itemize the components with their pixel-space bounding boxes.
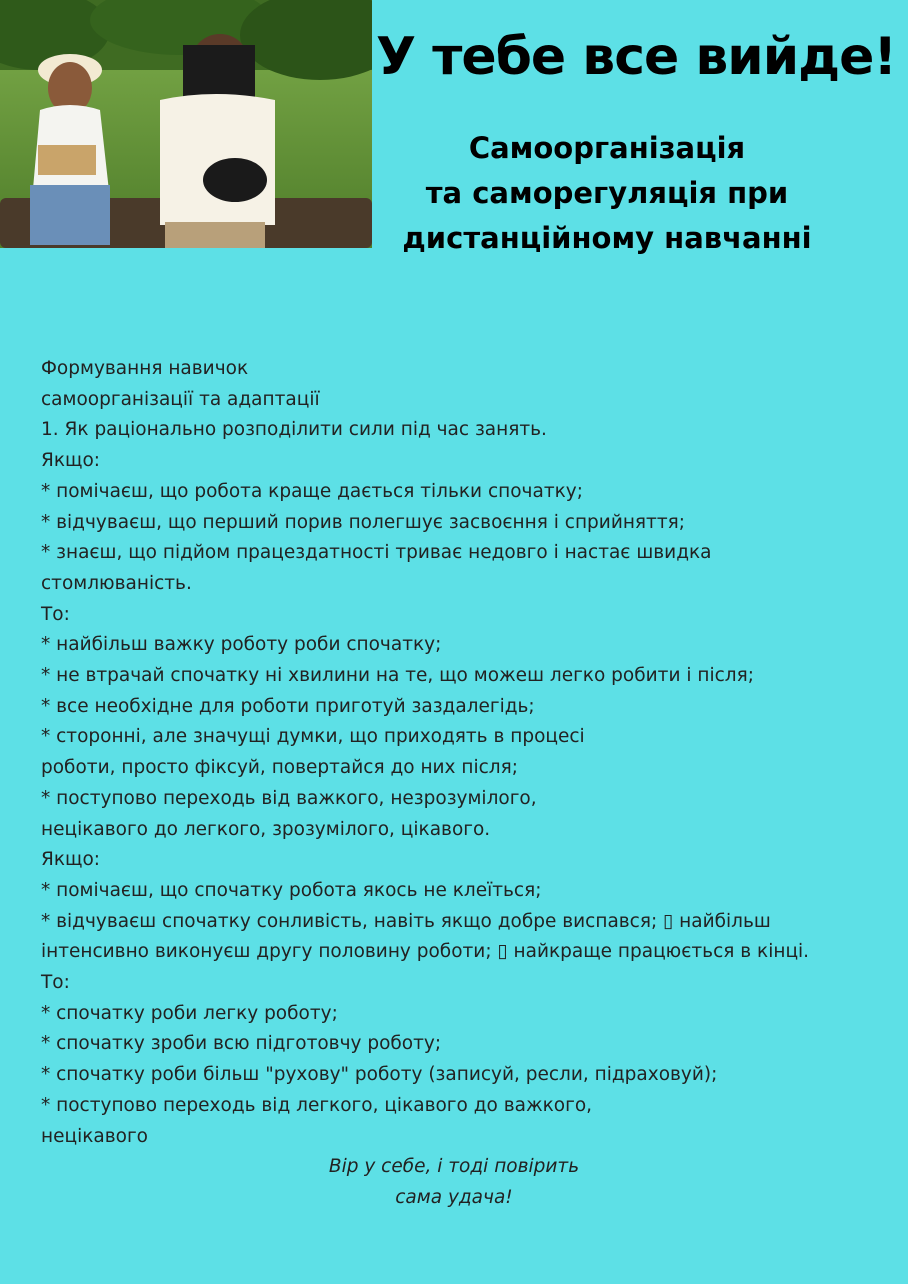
text-line: Формування навичок: [41, 358, 249, 379]
text-line: нецікавого: [41, 1125, 148, 1147]
text-line: 1. Як раціонально розподілити сили під час занять.: [41, 419, 547, 441]
text-line: То:: [41, 603, 70, 625]
text-line: * відчуваєш спочатку сонливість, навіть якщо добре виспався; ▯ найбільш: [41, 910, 771, 932]
text-line: стомлюваність.: [41, 572, 192, 594]
students-reading-photo: [0, 0, 372, 248]
closing-quote: [218, 1152, 690, 1213]
body-text: [41, 354, 871, 1152]
header-photo: [0, 0, 372, 248]
text-line: * сторонні, але значущі думки, що приходять в процесі: [41, 726, 585, 748]
text-line: * помічаєш, що спочатку робота якось не клеїться;: [41, 879, 542, 901]
text-line: Якщо:: [41, 849, 101, 871]
text-line: То:: [41, 972, 70, 994]
page-subtitle: [374, 126, 840, 261]
text-line: * помічаєш, що робота краще дається тільки спочатку;: [41, 480, 583, 502]
text-line: * не втрачай спочатку ні хвилини на те, що можеш легко робити і після;: [41, 665, 754, 687]
text-line: * відчуваєш, що перший порив полегшує засвоєння і сприйняття;: [41, 511, 685, 533]
subtitle-line: дистанційному навчанні: [402, 221, 812, 255]
text-line: * поступово переходь від легкого, цікавого до важкого,: [41, 1094, 593, 1116]
closing-line: Вір у себе, і тоді повірить: [328, 1156, 580, 1177]
text-line: нецікавого до легкого, зрозумілого, цікавого.: [41, 818, 491, 840]
text-line: Якщо:: [41, 450, 101, 472]
text-line: * поступово переходь від важкого, незрозумілого,: [41, 787, 537, 809]
text-line: самоорганізації та адаптації: [41, 388, 320, 410]
closing-line: сама удача!: [395, 1186, 513, 1208]
text-line: * знаєш, що підйом працездатності триває недовго і настає швидка: [41, 542, 712, 564]
subtitle-line: Самоорганізація: [468, 131, 746, 165]
page-title: У тебе все вийде!: [376, 27, 897, 87]
text-line: * спочатку роби більш "рухову" роботу (записуй, ресли, підраховуй);: [41, 1064, 718, 1086]
text-line: * спочатку зроби всю підготовчу роботу;: [41, 1033, 442, 1055]
subtitle-line: та саморегуляція при: [425, 176, 789, 210]
text-line: * все необхідне для роботи приготуй заздалегідь;: [41, 695, 535, 717]
text-line: * найбільш важку роботу роби спочатку;: [41, 634, 442, 656]
text-line: роботи, просто фіксуй, повертайся до них після;: [41, 757, 518, 779]
text-line: * спочатку роби легку роботу;: [41, 1002, 338, 1024]
text-line: інтенсивно виконуєш другу половину роботи; ▯ найкраще працюється в кінці.: [41, 941, 810, 963]
